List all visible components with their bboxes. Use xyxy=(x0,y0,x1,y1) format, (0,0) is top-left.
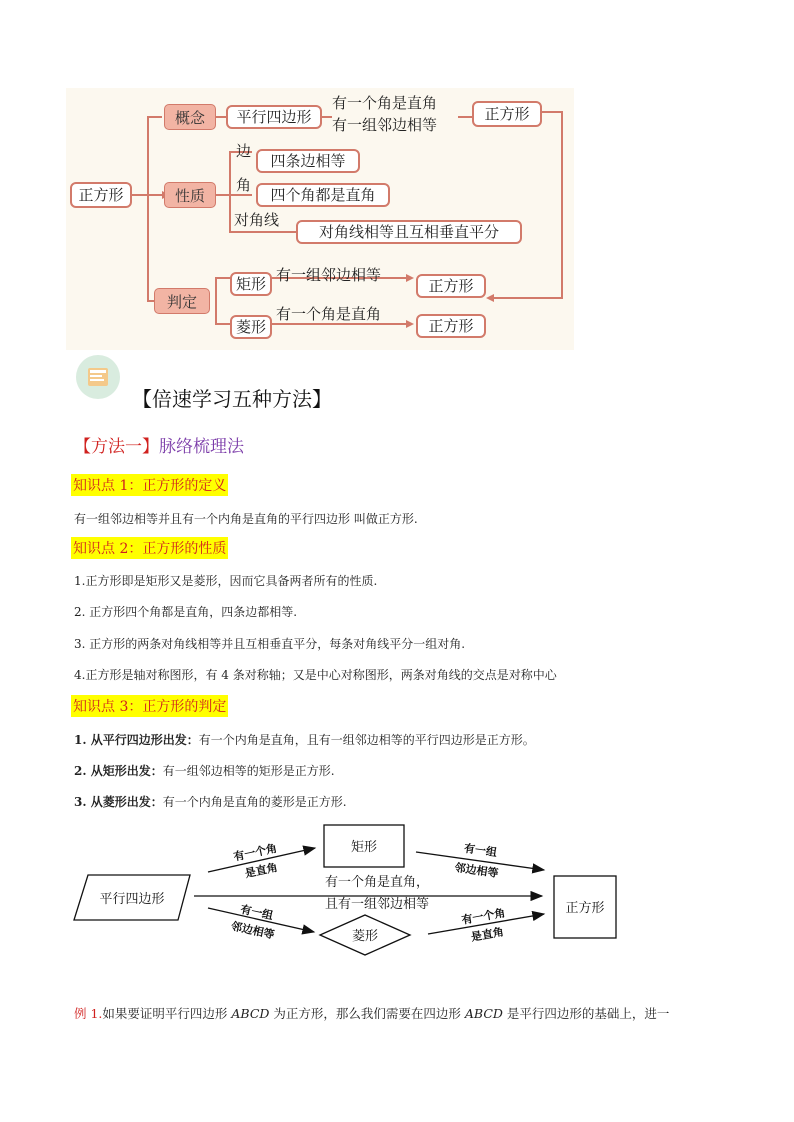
flow-square-label: 正方形 xyxy=(565,901,605,916)
property-diagonal-box: 对角线相等且互相垂直平分 xyxy=(296,220,522,244)
example-prefix: 例 1. xyxy=(74,1006,103,1021)
knowledge-point-2-label: 知识点 2：正方形的性质 xyxy=(71,537,228,559)
mindmap xyxy=(66,88,574,350)
judge-square-box-2: 正方形 xyxy=(416,314,486,338)
kp3-item xyxy=(74,731,535,748)
flow-arrow-label: 有一组 xyxy=(463,841,498,860)
flow-arrow-label: 邻边相等 xyxy=(229,919,276,942)
method-heading xyxy=(74,432,244,457)
concept-condition-sides: 有一组邻边相等 xyxy=(332,116,438,134)
example-var: ABCD xyxy=(231,1006,270,1021)
knowledge-point-1-label: 知识点 1：正方形的定义 xyxy=(71,474,228,496)
knowledge-point-3-label: 知识点 3：正方形的判定 xyxy=(71,695,228,717)
concept-square-box: 正方形 xyxy=(472,101,542,127)
flow-parallelogram-label: 平行四边形 xyxy=(99,892,165,907)
flow-rectangle-label: 矩形 xyxy=(350,840,378,855)
notebook-icon xyxy=(76,355,120,399)
kp2-item: 3. 正方形的两条对角线相等并且互相垂直平分，每条对角线平分一组对角. xyxy=(74,637,466,651)
concept-parallelogram-box: 平行四边形 xyxy=(226,105,322,129)
kp3-item-text: 有一组邻边相等的矩形是正方形. xyxy=(162,764,335,778)
method-number: 【方法一】 xyxy=(74,437,159,457)
flow-direct-condition-1: 有一个角是直角， xyxy=(324,875,430,890)
property-side-box: 四条边相等 xyxy=(256,149,360,173)
judge-condition-sides: 有一组邻边相等 xyxy=(276,266,382,284)
judge-condition-angle: 有一个角是直角 xyxy=(276,305,382,323)
root-square-box: 正方形 xyxy=(70,182,132,208)
category-judge: 判定 xyxy=(154,288,210,314)
property-angle-label: 角 xyxy=(236,176,252,194)
kp3-item-text: 有一个内角是直角，且有一组邻边相等的平行四边形是正方形。 xyxy=(198,733,535,747)
kp3-item-lead: 2. 从矩形出发： xyxy=(74,764,163,778)
flow-arrow-label: 是直角 xyxy=(470,925,505,944)
judge-rhombus-box: 菱形 xyxy=(230,315,272,339)
kp3-item-lead: 3. 从菱形出发： xyxy=(74,795,163,809)
kp3-item xyxy=(74,762,335,779)
property-diagonal-label: 对角线 xyxy=(234,211,280,229)
judgement-flow-diagram xyxy=(60,820,660,970)
example-var: ABCD xyxy=(464,1006,503,1021)
concept-condition-angle: 有一个角是直角 xyxy=(332,94,438,112)
kp3-item xyxy=(74,793,347,810)
judge-square-box-1: 正方形 xyxy=(416,274,486,298)
property-angle-box: 四个角都是直角 xyxy=(256,183,390,207)
flow-arrow-label: 是直角 xyxy=(243,860,279,881)
judge-rectangle-box: 矩形 xyxy=(230,272,272,296)
flow-arrow-label: 邻边相等 xyxy=(453,861,500,881)
example-1 xyxy=(74,1004,669,1022)
method-name: 脉络梳理法 xyxy=(159,437,244,457)
flow-direct-condition-2: 且有一组邻边相等 xyxy=(324,897,430,912)
example-text: 为正方形，那么我们需要在四边形 xyxy=(269,1006,465,1021)
example-text: 如果要证明平行四边形 xyxy=(102,1006,232,1021)
flow-arrow-label: 有一组 xyxy=(239,902,275,923)
category-concept: 概念 xyxy=(164,104,216,130)
section-title: 【倍速学习五种方法】 xyxy=(132,387,332,411)
kp3-item-text: 有一个内角是直角的菱形是正方形. xyxy=(162,795,347,809)
flow-rhombus-label: 菱形 xyxy=(351,929,379,944)
property-side-label: 边 xyxy=(236,142,252,160)
kp3-item-lead: 1. 从平行四边形出发： xyxy=(74,733,199,747)
kp2-item: 4.正方形是轴对称图形，有 4 条对称轴；又是中心对称图形，两条对角线的交点是对称中心 xyxy=(74,668,557,682)
flow-arrow-label: 有一个角 xyxy=(460,906,507,927)
flow-arrow-label: 有一个角 xyxy=(232,841,279,864)
example-text: 是平行四边形的基础上，进一 xyxy=(502,1006,670,1021)
category-properties: 性质 xyxy=(164,182,216,208)
kp2-item: 1.正方形即是矩形又是菱形，因而它具备两者所有的性质. xyxy=(74,574,378,588)
kp2-item: 2. 正方形四个角都是直角，四条边都相等. xyxy=(74,605,298,619)
kp1-text: 有一组邻边相等并且有一个内角是直角的平行四边形 叫做正方形. xyxy=(74,512,418,526)
